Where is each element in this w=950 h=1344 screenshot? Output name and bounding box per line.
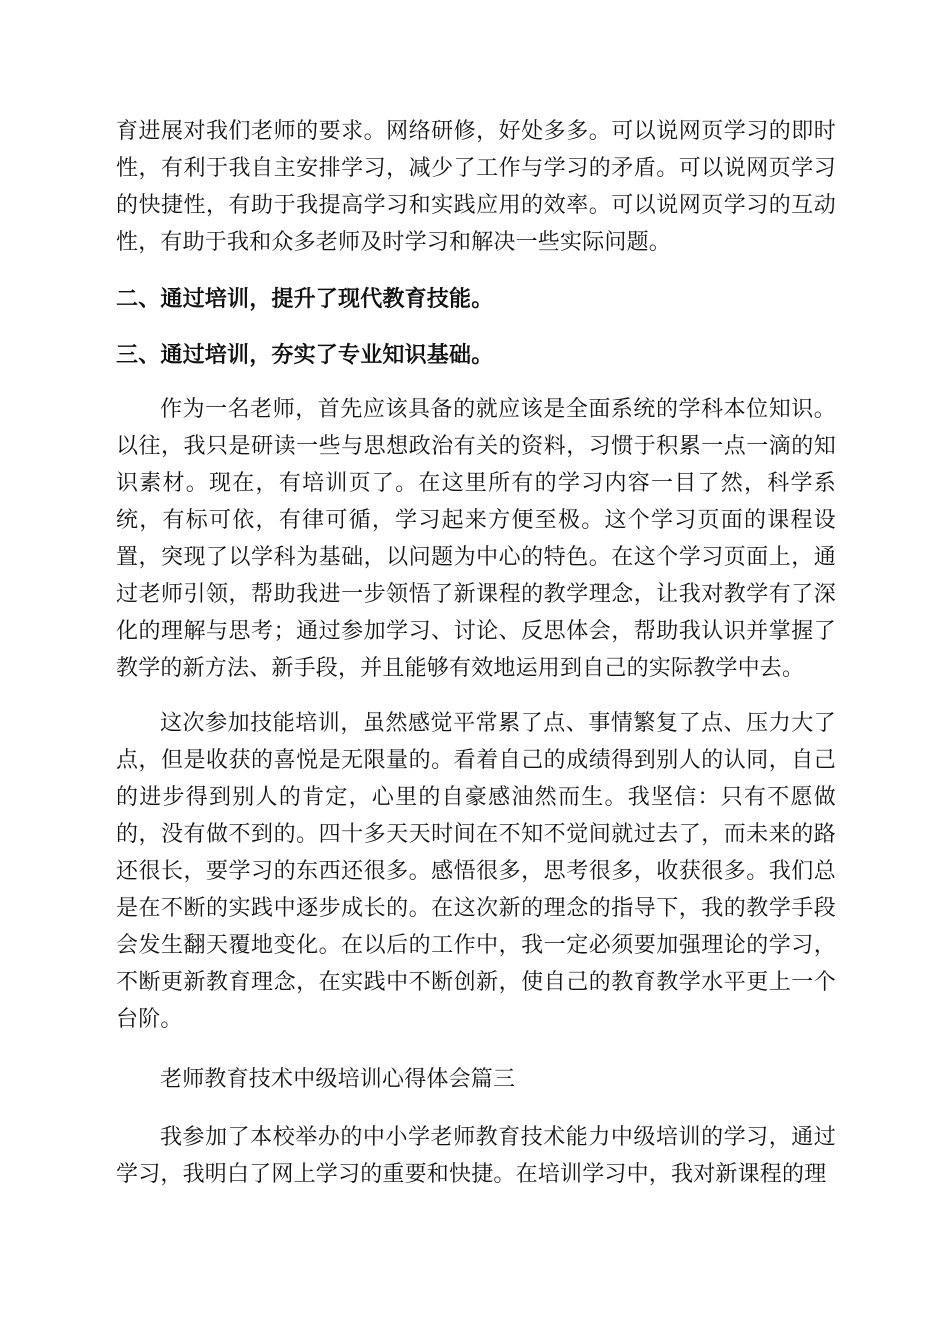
- heading-3-block: [116, 337, 836, 374]
- paragraph-3-block: [116, 705, 836, 1038]
- paragraph-4: 我参加了本校举办的中小学老师教育技术能力中级培训的学习，通过学习，我明白了网上学习的重要和快捷。在培训学习中，我对新课程的理: [116, 1125, 836, 1187]
- paragraph-2-block: [116, 391, 836, 687]
- paragraph-2: 作为一名老师，首先应该具备的就应该是全面系统的学科本位知识。以往，我只是研读一些与思想政治有关的资料，习惯于积累一点一滴的知识素材。现在，有培训页了。在这里所有的学习内容一目了然，科学系统，有标可依，有律可循，学习起来方便至极。这个学习页面的课程设置，突现了以学科为基础，以问题为中心的特色。在这个学习页面上，通过老师引领，帮助我进一步领悟了新课程的教学理念，让我对教学有了深化的理解与思考；通过参加学习、讨论、反思体会，帮助我认识并掌握了教学的新方法、新手段，并且能够有效地运用到自己的实际教学中去。: [116, 397, 836, 681]
- section-title: 老师教育技术中级培训心得体会篇三: [160, 1067, 516, 1092]
- paragraph-3: 这次参加技能培训，虽然感觉平常累了点、事情繁复了点、压力大了点，但是收获的喜悦是无限量的。看着自己的成绩得到别人的认同，自己的进步得到别人的肯定，心里的自豪感油然而生。我坚信：只有不愿做的，没有做不到的。四十多天天时间在不知不觉间就过去了，而未来的路还很长，要学习的东西还很多。感悟很多，思考很多，收获很多。我们总是在不断的实践中逐步成长的。在这次新的理念的指导下，我的教学手段会发生翻天覆地变化。在以后的工作中，我一定必须要加强理论的学习，不断更新教育理念，在实践中不断创新，使自己的教育教学水平更上一个台阶。: [116, 711, 836, 1032]
- heading-2-block: [116, 281, 836, 318]
- heading-3: 三、通过培训，夯实了专业知识基础。: [116, 342, 494, 368]
- paragraph-4-block: [116, 1119, 836, 1193]
- section-title-block: [116, 1061, 836, 1098]
- paragraph-1-block: [116, 113, 836, 261]
- paragraph-1: 育进展对我们老师的要求。网络研修，好处多多。可以说网页学习的即时性，有利于我自主安排学习，减少了工作与学习的矛盾。可以说网页学习的快捷性，有助于我提高学习和实践应用的效率。可以说网页学习的互动性，有助于我和众多老师及时学习和解决一些实际问题。: [116, 119, 836, 255]
- heading-2: 二、通过培训，提升了现代教育技能。: [116, 286, 494, 312]
